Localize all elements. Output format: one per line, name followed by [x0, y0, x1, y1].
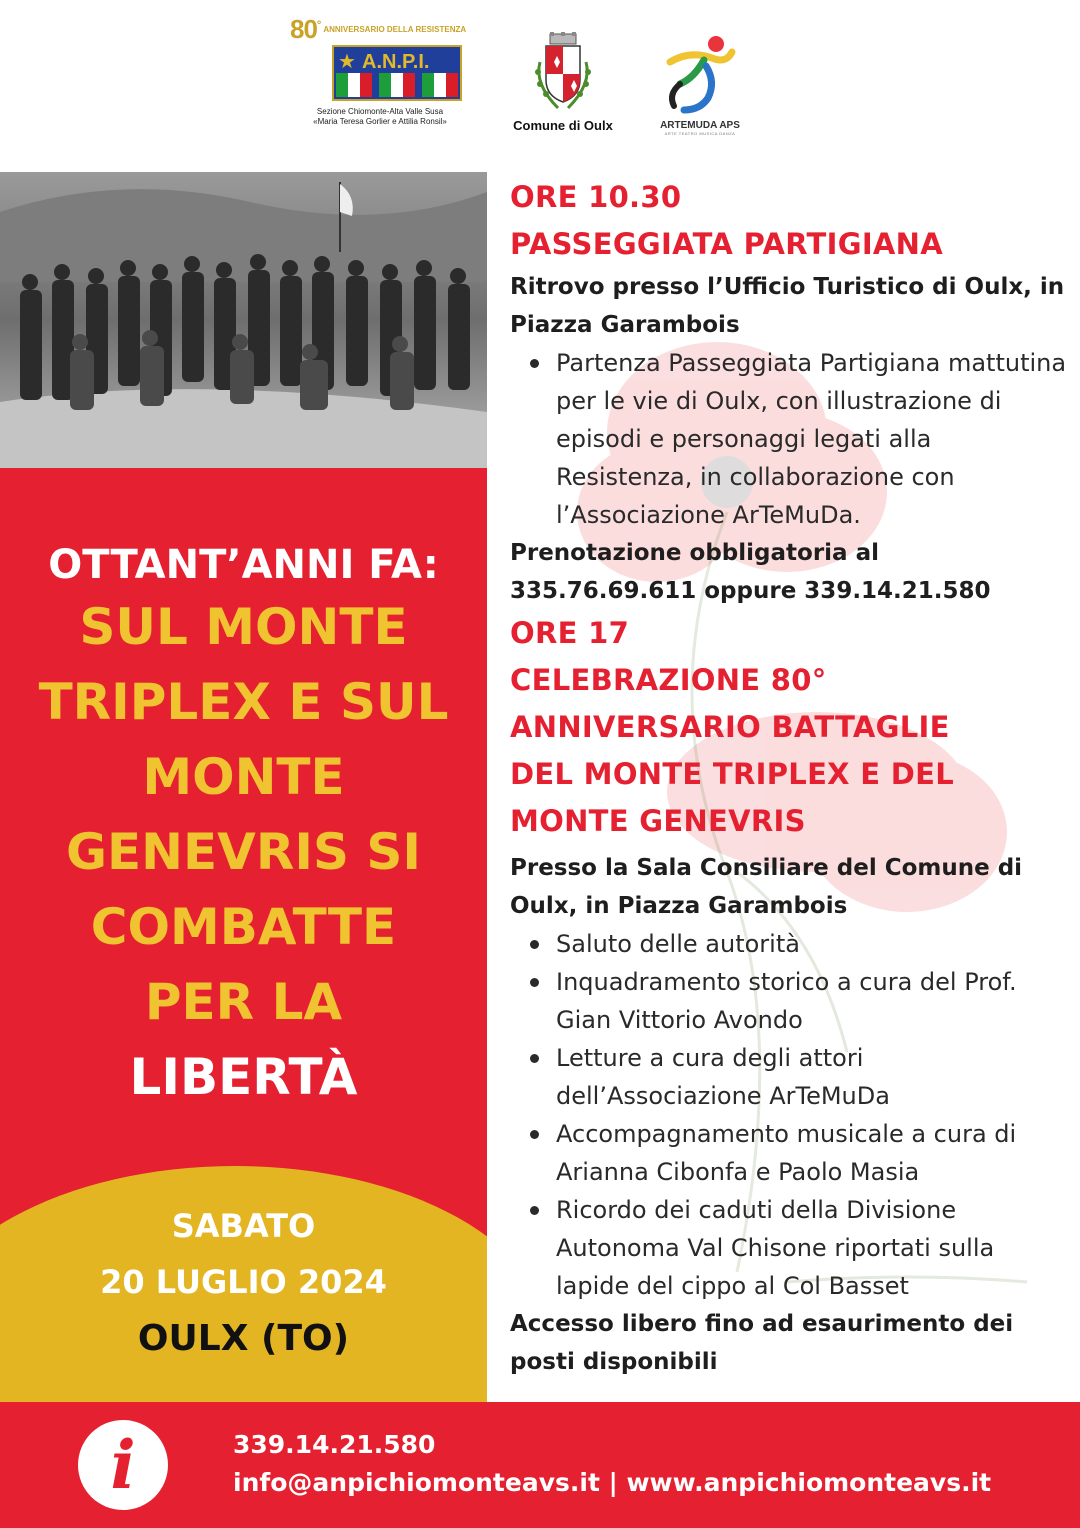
- afternoon-list: [510, 925, 1070, 1305]
- info-icon: i: [78, 1420, 168, 1510]
- afternoon-title: CELEBRAZIONE 80° ANNIVERSARIO BATTAGLIE DEL MONTE TRIPLEX E DEL MONTE GENEVRIS: [510, 663, 954, 838]
- anpi-logo: [290, 14, 470, 154]
- flags-icon: [336, 73, 458, 97]
- artemuda-label: ARTEMUDA APS: [660, 120, 740, 131]
- anpi-anniversary-text: ANNIVERSARIO DELLA RESISTENZA: [323, 25, 467, 34]
- event-date: [0, 1198, 487, 1368]
- footer-phone[interactable]: 339.14.21.580: [233, 1430, 436, 1459]
- headline-yellow-line: PER LA: [144, 973, 343, 1031]
- artemuda-sub: ARTE TEATRO MUSICA DANZA: [664, 131, 736, 136]
- afternoon-location: Presso la Sala Consiliare del Comune di Oulx, in Piazza Garambois: [510, 855, 1023, 919]
- booking-info: Prenotazione obbligatoria al 335.76.69.611 oppure 339.14.21.580: [510, 540, 991, 604]
- list-item: Accompagnamento musicale a cura di Arianna Cibonfa e Paolo Masia: [510, 1115, 1070, 1191]
- morning-time: ORE 10.30: [510, 180, 682, 214]
- headline-yellow-line: TRIPLEX E SUL: [38, 673, 449, 731]
- partisans-photo: [0, 172, 487, 468]
- headline-yellow-line: GENEVRIS SI: [65, 823, 422, 881]
- morning-title: PASSEGGIATA PARTIGIANA: [510, 227, 943, 261]
- dancer-icon: [660, 32, 740, 118]
- comune-oulx-label: Comune di Oulx: [513, 118, 613, 133]
- headline-yellow-line: SUL MONTE: [79, 598, 408, 656]
- artemuda-logo: [650, 32, 750, 148]
- footer-contacts-line[interactable]: info@anpichiomonteavs.it | www.anpichiomonteavs.it: [233, 1468, 992, 1497]
- anpi-emblem: [332, 45, 462, 101]
- morning-location: Ritrovo presso l’Ufficio Turistico di Oulx, in Piazza Garambois: [510, 274, 1065, 338]
- event-date-value: 20 LUGLIO 2024: [100, 1263, 387, 1301]
- access-info: Accesso libero fino ad esaurimento dei posti disponibili: [510, 1311, 1014, 1375]
- headline-panel: [0, 468, 487, 1402]
- headline-line-1: OTTANT’ANNI FA:: [48, 542, 439, 588]
- program-content: [510, 174, 1070, 1381]
- headline-last-line: LIBERTÀ: [129, 1048, 358, 1106]
- headline-yellow-line: MONTE: [142, 748, 345, 806]
- morning-list: [510, 344, 1070, 534]
- list-item: Inquadramento storico a cura del Prof. Gian Vittorio Avondo: [510, 963, 1070, 1039]
- event-day: SABATO: [171, 1207, 316, 1245]
- coat-of-arms-icon: [528, 32, 598, 114]
- list-item: Partenza Passeggiata Partigiana mattutina per le vie di Oulx, con illustrazione di episodi e personaggi legati alla Resistenza, in collaborazione con l’Associazione ArTeMuDa.: [510, 344, 1070, 534]
- list-item: Saluto delle autorità: [510, 925, 1070, 963]
- anpi-name: A.N.P.I.: [362, 51, 430, 73]
- footer-text: [233, 1426, 991, 1502]
- afternoon-time: ORE 17: [510, 616, 630, 650]
- header-logos: [0, 0, 1080, 172]
- anpi-80-number: 80°: [290, 14, 321, 44]
- footer-contacts: [0, 1402, 1080, 1528]
- star-icon: ★: [338, 49, 356, 73]
- headline: [0, 540, 487, 1115]
- event-place: OULX (TO): [137, 1318, 350, 1359]
- list-item: Letture a cura degli attori dell’Associazione ArTeMuDa: [510, 1039, 1070, 1115]
- list-item: Ricordo dei caduti della Divisione Autonoma Val Chisone riportati sulla lapide del cippo al Col Basset: [510, 1191, 1070, 1305]
- program-panel: [487, 172, 1080, 1402]
- headline-yellow-line: COMBATTE: [90, 898, 397, 956]
- comune-oulx-logo: [505, 32, 621, 142]
- anpi-caption: Sezione Chiomonte-Alta Valle Susa «Maria Teresa Gorlier e Attilia Ronsil»: [313, 107, 447, 126]
